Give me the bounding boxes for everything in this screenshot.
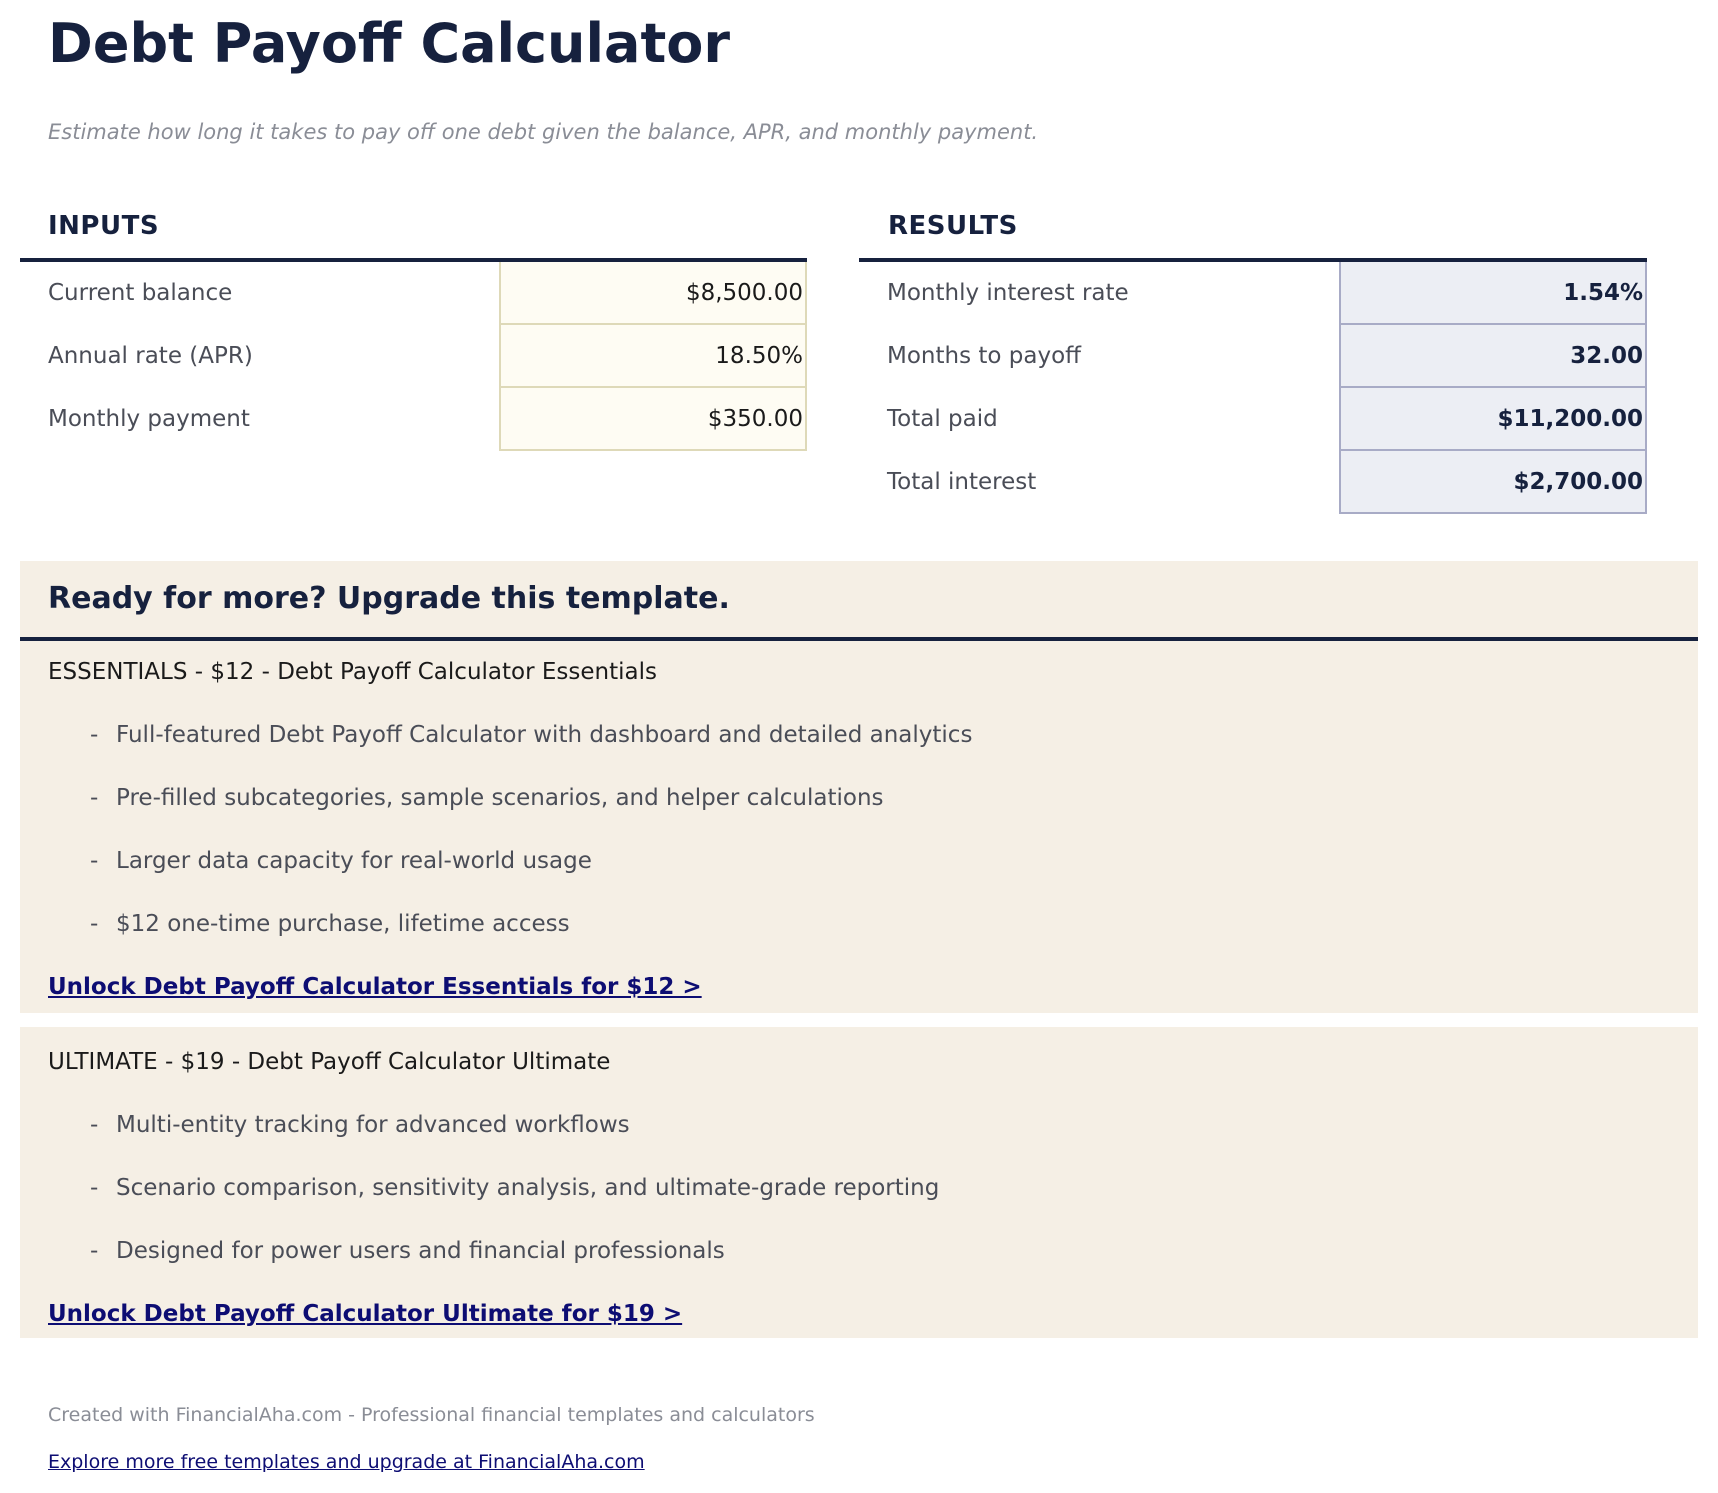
apr-input[interactable]: 18.50% <box>499 325 807 388</box>
bullet-dash-icon: - <box>90 722 99 748</box>
list-item <box>20 704 1698 767</box>
months-to-payoff-value: 32.00 <box>1339 325 1647 388</box>
input-label: Current balance <box>48 280 233 306</box>
monthly-payment-input[interactable]: $350.00 <box>499 388 807 451</box>
list-item <box>20 1094 1698 1157</box>
bullet-dash-icon: - <box>90 1175 99 1201</box>
bullet-text: $12 one-time purchase, lifetime access <box>116 911 570 937</box>
bullet-dash-icon: - <box>90 1112 99 1138</box>
bullet-text: Scenario comparison, sensitivity analysis, and ultimate-grade reporting <box>116 1175 940 1201</box>
input-label: Monthly payment <box>48 406 250 432</box>
result-label: Monthly interest rate <box>887 280 1129 306</box>
unlock-essentials-link[interactable]: Unlock Debt Payoff Calculator Essentials for $12 > <box>48 974 702 1000</box>
list-item <box>20 767 1698 830</box>
page-subtitle: Estimate how long it takes to pay off one debt given the balance, APR, and monthly payment. <box>48 120 1039 144</box>
input-row-current-balance <box>20 262 807 325</box>
current-balance-input[interactable]: $8,500.00 <box>499 262 807 325</box>
upgrade-panel-essentials <box>20 561 1698 1013</box>
result-label: Months to payoff <box>887 343 1082 369</box>
input-row-apr <box>20 325 807 388</box>
bullet-text: Pre-filled subcategories, sample scenarios, and helper calculations <box>116 785 884 811</box>
inputs-heading: INPUTS <box>48 211 160 241</box>
tier-title-essentials: ESSENTIALS - $12 - Debt Payoff Calculator Essentials <box>48 659 657 685</box>
footer-explore-link[interactable]: Explore more free templates and upgrade at FinancialAha.com <box>48 1451 645 1473</box>
results-table <box>859 258 1647 514</box>
result-label: Total paid <box>887 406 998 432</box>
bullet-dash-icon: - <box>90 848 99 874</box>
list-item <box>20 1157 1698 1220</box>
monthly-interest-rate-value: 1.54% <box>1339 262 1647 325</box>
input-label: Annual rate (APR) <box>48 343 253 369</box>
upgrade-heading: Ready for more? Upgrade this template. <box>48 581 730 616</box>
list-item <box>20 893 1698 956</box>
total-paid-value: $11,200.00 <box>1339 388 1647 451</box>
bullet-dash-icon: - <box>90 911 99 937</box>
upgrade-panel-ultimate <box>20 1027 1698 1338</box>
tier-title-ultimate: ULTIMATE - $19 - Debt Payoff Calculator Ultimate <box>48 1049 611 1075</box>
result-row-total-paid <box>859 388 1647 451</box>
bullet-text: Multi-entity tracking for advanced workflows <box>116 1112 630 1138</box>
result-label: Total interest <box>887 469 1037 495</box>
result-row-total-interest <box>859 451 1647 514</box>
list-item <box>20 1220 1698 1283</box>
inputs-table <box>20 258 807 451</box>
footer-note: Created with FinancialAha.com - Professional financial templates and calculators <box>48 1404 815 1426</box>
results-heading: RESULTS <box>888 211 1018 241</box>
page-title: Debt Payoff Calculator <box>48 12 730 75</box>
input-row-monthly-payment <box>20 388 807 451</box>
unlock-ultimate-link[interactable]: Unlock Debt Payoff Calculator Ultimate for $19 > <box>48 1301 683 1327</box>
bullet-text: Designed for power users and financial professionals <box>116 1238 725 1264</box>
bullet-dash-icon: - <box>90 785 99 811</box>
result-row-monthly-interest-rate <box>859 262 1647 325</box>
list-item <box>20 830 1698 893</box>
bullet-text: Larger data capacity for real-world usage <box>116 848 592 874</box>
total-interest-value: $2,700.00 <box>1339 451 1647 514</box>
result-row-months-to-payoff <box>859 325 1647 388</box>
bullet-dash-icon: - <box>90 1238 99 1264</box>
bullet-text: Full-featured Debt Payoff Calculator with dashboard and detailed analytics <box>116 722 973 748</box>
upgrade-heading-bar <box>20 561 1698 641</box>
